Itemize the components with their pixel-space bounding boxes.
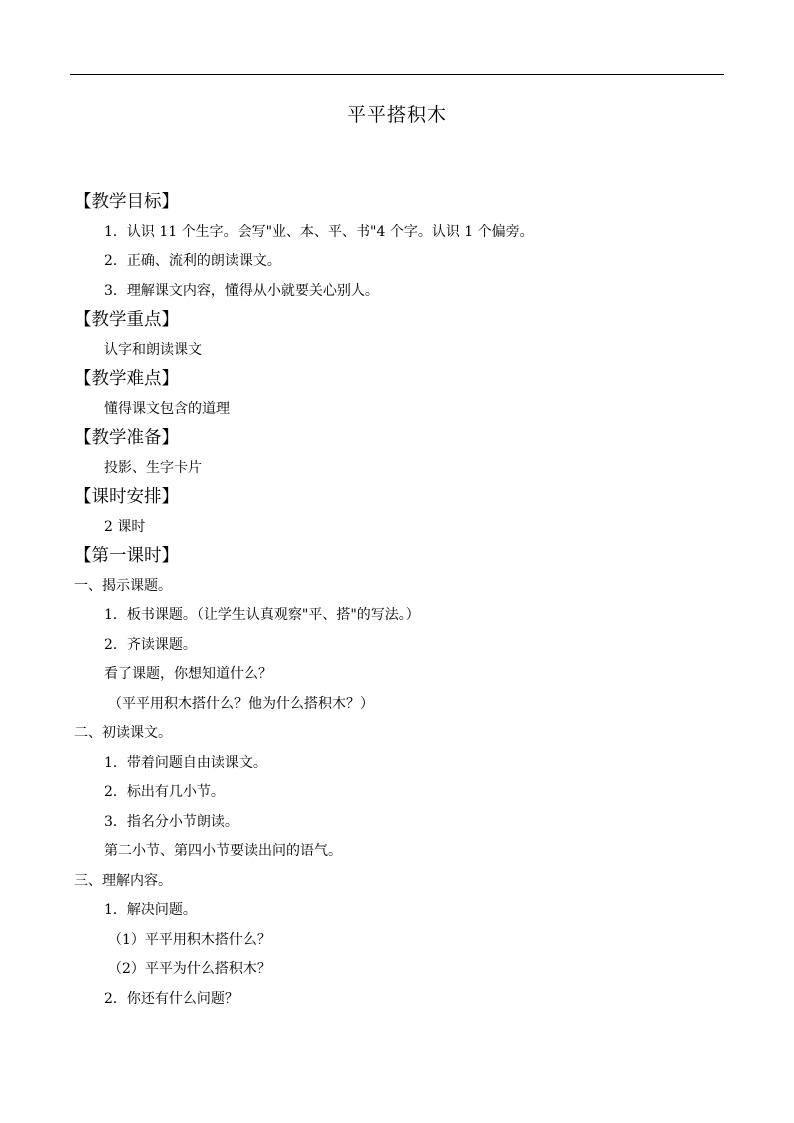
step-heading: 三、理解内容。 bbox=[74, 872, 172, 889]
body-line: 第二小节、第四小节要读出问的语气。 bbox=[104, 843, 342, 859]
section-objectives bbox=[74, 188, 724, 306]
body-line: 1．带着问题自由读课文。 bbox=[104, 754, 267, 771]
body-line: 2．齐读课题。 bbox=[104, 636, 197, 653]
body-line: 1．解决问题。 bbox=[104, 902, 197, 918]
section-preparation bbox=[74, 424, 724, 483]
section-heading: 【教学目标】 bbox=[74, 192, 179, 212]
body-line: （1）平平用积木搭什么？ bbox=[108, 931, 271, 948]
section-first-lesson bbox=[74, 542, 724, 1014]
section-schedule bbox=[74, 483, 724, 542]
section-heading: 【课时安排】 bbox=[74, 487, 179, 507]
body-line: 投影、生字卡片 bbox=[104, 459, 202, 476]
lesson-plan-body bbox=[74, 188, 724, 1014]
body-line: 2．标出有几小节。 bbox=[104, 784, 225, 800]
body-line: 认字和朗读课文 bbox=[104, 341, 202, 358]
body-line: 1．板书课题。（让学生认真观察"平、搭"的写法。） bbox=[104, 607, 420, 623]
step-heading: 二、初读课文。 bbox=[74, 725, 172, 741]
body-line: 2．你还有什么问题？ bbox=[104, 990, 239, 1007]
body-line: 2．正确、流利的朗读课文。 bbox=[104, 253, 281, 269]
step-heading: 一、揭示课题。 bbox=[74, 577, 172, 594]
section-heading: 【教学准备】 bbox=[74, 428, 179, 448]
section-key-points bbox=[74, 306, 724, 365]
header-rule bbox=[70, 74, 724, 75]
section-heading: 【第一课时】 bbox=[74, 546, 179, 566]
body-line: 懂得课文包含的道理 bbox=[104, 400, 230, 417]
section-heading: 【教学重点】 bbox=[74, 310, 179, 330]
body-line: （平平用积木搭什么？他为什么搭积木？） bbox=[108, 695, 374, 712]
body-line: 看了课题，你想知道什么？ bbox=[104, 666, 272, 682]
body-line: 1．认识 11 个生字。会写"业、本、平、书"4 个字。认识 1 个偏旁。 bbox=[104, 223, 534, 240]
body-line: 2 课时 bbox=[104, 518, 146, 535]
body-line: 3．理解课文内容，懂得从小就要关心别人。 bbox=[104, 282, 379, 299]
body-line: 3．指名分小节朗读。 bbox=[104, 813, 239, 830]
body-line: （2）平平为什么搭积木？ bbox=[108, 961, 271, 977]
section-difficulties bbox=[74, 365, 724, 424]
section-heading: 【教学难点】 bbox=[74, 369, 179, 389]
page-title: 平平搭积木 bbox=[346, 104, 447, 126]
